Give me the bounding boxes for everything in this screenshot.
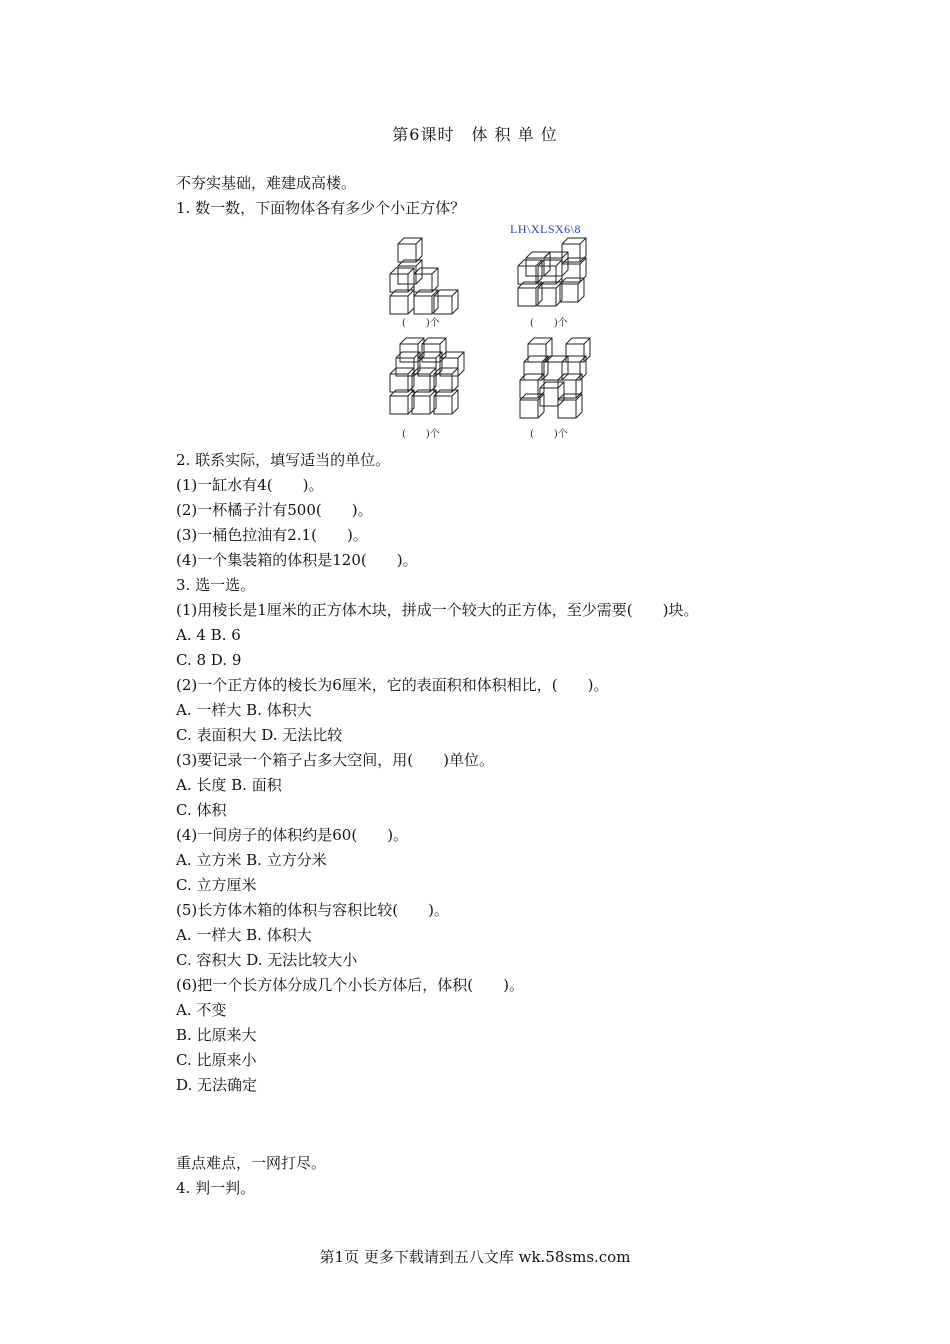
question-4: 4. 判一判。 [176,1179,256,1197]
question-2: 2. 联系实际，填写适当的单位。 [176,451,391,469]
question-2-item: (1)一缸水有4( )。 [176,476,324,494]
cube-figure-3 [390,338,464,414]
question-3-line: A. 立方米 B. 立方分米 [176,851,327,869]
question-3-line: C. 8 D. 9 [176,651,242,669]
question-3-line: (5)长方体木箱的体积与容积比较( )。 [176,901,449,919]
question-3-line: A. 一样大 B. 体积大 [176,701,312,719]
question-3-line: A. 4 B. 6 [176,626,241,644]
page-title: 第6课时 体 积 单 位 [392,125,558,144]
question-3-line: (3)要记录一个箱子占多大空间，用( )单位。 [176,751,494,769]
question-2-item: (3)一桶色拉油有2.1( )。 [176,526,368,544]
question-3-line: D. 无法确定 [176,1076,258,1094]
section-heading-basics: 不夯实基础，难建成高楼。 [176,174,357,192]
section-heading-key-points: 重点难点，一网打尽。 [176,1154,327,1172]
caption-figure-2: ( )个 [530,318,568,329]
question-3-line: C. 比原来小 [176,1051,257,1069]
question-3-line: (6)把一个长方体分成几个小长方体后，体积( )。 [176,976,524,994]
question-3-line: B. 比原来大 [176,1026,257,1044]
question-2-item: (4)一个集装箱的体积是120( )。 [176,551,418,569]
question-3-line: A. 不变 [176,1001,227,1019]
resource-code: LH\XLSX6\8 [510,222,581,236]
question-3-line: C. 容积大 D. 无法比较大小 [176,951,358,969]
cube-figure-2 [518,238,586,306]
question-3-line: (2)一个正方体的棱长为6厘米，它的表面积和体积相比，( )。 [176,676,609,694]
question-3-line: A. 一样大 B. 体积大 [176,926,312,944]
page-footer: 第1页 更多下载请到五八文库 wk.58sms.com [319,1248,631,1266]
question-3-line: C. 体积 [176,801,227,819]
cube-figure-4 [520,338,590,418]
question-3-line: (1)用棱长是1厘米的正方体木块，拼成一个较大的正方体，至少需要( )块。 [176,601,699,619]
caption-figure-4: ( )个 [530,429,568,440]
question-3-line: A. 长度 B. 面积 [176,776,282,794]
question-3-line: C. 立方厘米 [176,876,257,894]
question-3: 3. 选一选。 [176,576,256,594]
cube-figures [380,228,610,440]
caption-figure-1: ( )个 [402,318,440,329]
question-3-line: (4)一间房子的体积约是60( )。 [176,826,409,844]
question-3-line: C. 表面积大 D. 无法比较 [176,726,343,744]
question-2-item: (2)一杯橘子汁有500( )。 [176,501,373,519]
question-1: 1. 数一数，下面物体各有多少个小正方体？ [176,199,466,217]
caption-figure-3: ( )个 [402,429,440,440]
cube-figure-1 [390,238,458,314]
